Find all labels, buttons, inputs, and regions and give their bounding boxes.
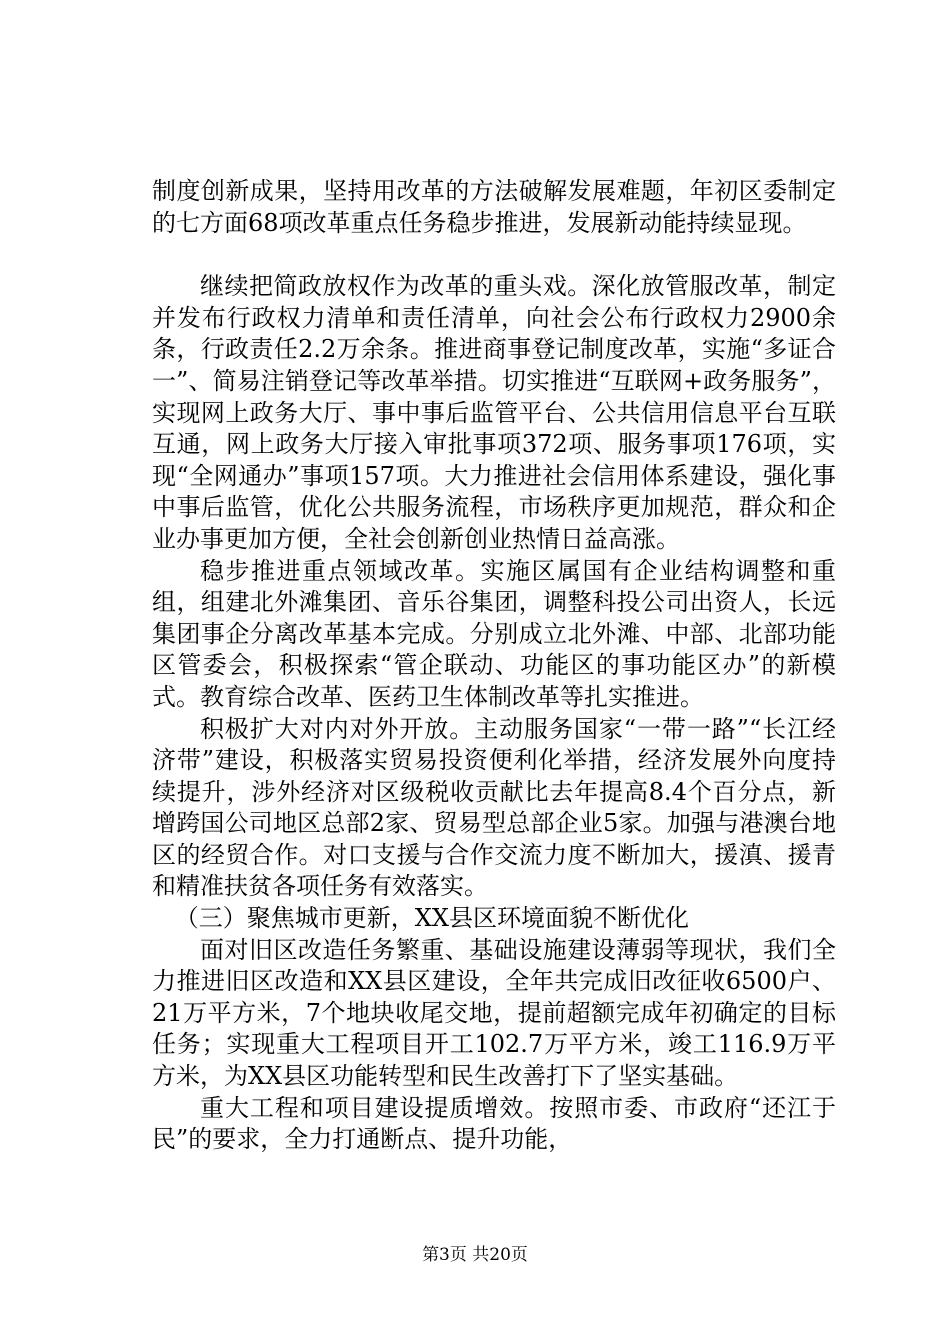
paragraph-major-projects: 重大工程和项目建设提质增效。按照市委、市政府“还江于民”的要求，全力打通断点、提升功能， xyxy=(152,1093,836,1154)
paragraph-old-district-renovation: 面对旧区改造任务繁重、基础设施建设薄弱等现状，我们全力推进旧区改造和XX县区建设，全年共完成旧改征收6500户、21万平方米，7个地块收尾交地，提前超额完成年初确定的目标任务；实现重大工程项目开工102.7万平方米，竣工116.9万平方米，为XX县区功能转型和民生改善打下了坚实基础。 xyxy=(152,935,836,1091)
paragraph-key-reforms: 稳步推进重点领域改革。实施区属国有企业结构调整和重组，组建北外滩集团、音乐谷集团，调整科投公司出资人，长远集团事企分离改革基本完成。分别成立北外滩、中部、北部功能区管委会，积极探索“管企联动、功能区的事功能区办”的新模式。教育综合改革、医药卫生体制改革等扎实推进。 xyxy=(152,556,836,711)
paragraph-opening-up: 积极扩大对内对外开放。主动服务国家“一带一路”“长江经济带”建设，积极落实贸易投资便利化举措，经济发展外向度持续提升，涉外经济对区级税收贡献比去年提高8.4个百分点，新增跨国公司地区总部2家、贸易型总部企业5家。加强与港澳台地区的经贸合作。对口支援与合作交流力度不断加大，援滇、援青和精准扶贫各项任务有效落实。 xyxy=(152,714,836,901)
page-number-footer: 第3页 共20页 xyxy=(422,1245,528,1265)
paragraph-streamline-administration: 继续把简政放权作为改革的重头戏。深化放管服改革，制定并发布行政权力清单和责任清单，向社会公布行政权力2900余条，行政责任2.2万余条。推进商事登记制度改革，实施“多证合一”、简易注销登记等改革举措。切实推进“互联网+政务服务”，实现网上政务大厅、事中事后监管平台、公共信用信息平台互联互通，网上政务大厅接入审批事项372项、服务事项176项，实现“全网通办”事项157项。大力推进社会信用体系建设，强化事中事后监管，优化公共服务流程，市场秩序更加规范，群众和企业办事更加方便，全社会创新创业热情日益高涨。 xyxy=(152,272,836,553)
section-heading: （三）聚焦城市更新，XX县区环境面貌不断优化 xyxy=(174,904,689,933)
paragraph-continuation: 制度创新成果，坚持用改革的方法破解发展难题，年初区委制定的七方面68项改革重点任务稳步推进，发展新动能持续显现。 xyxy=(152,177,836,237)
document-body xyxy=(152,176,836,1156)
